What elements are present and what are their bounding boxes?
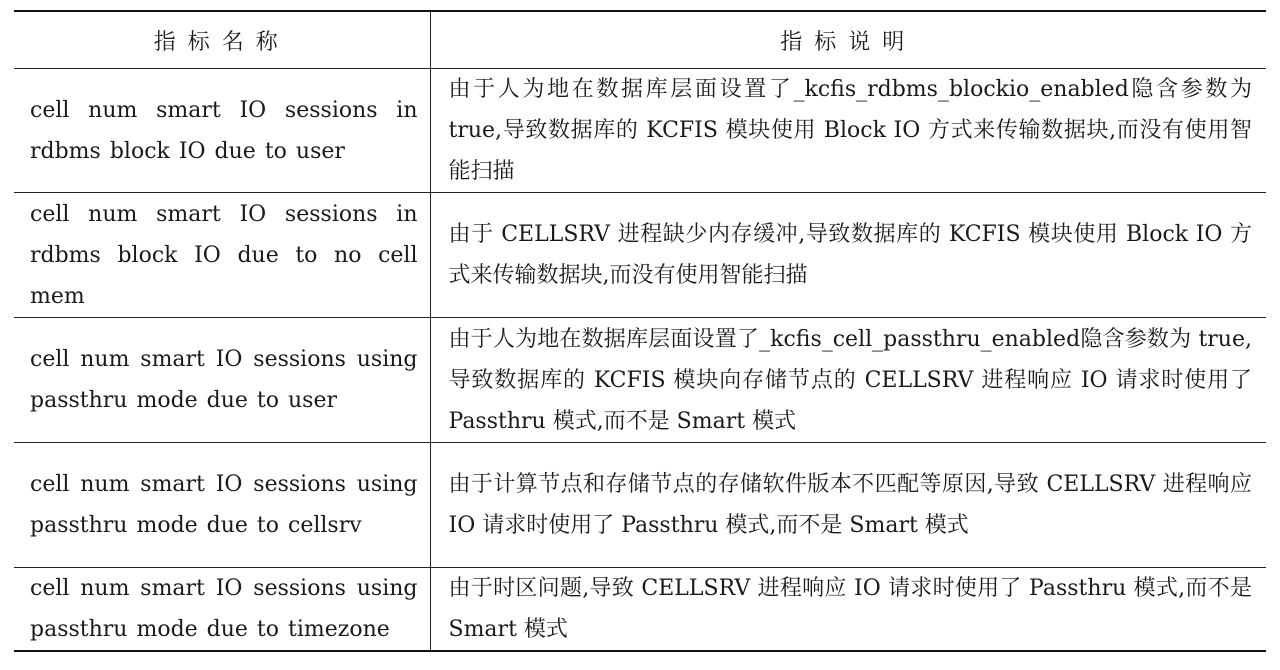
- metric-description-cell: 由于 CELLSRV 进程缺少内存缓冲,导致数据库的 KCFIS 模块使用 Block IO 方式来传输数据块,而没有使用智能扫描: [430, 193, 1266, 318]
- header-metric-name: 指标名称: [14, 11, 430, 69]
- table-row: [14, 318, 1266, 443]
- metrics-table: [14, 10, 1266, 652]
- metric-name-cell: cell num smart IO sessions using passthru mode due to cellsrv: [14, 443, 430, 568]
- metric-description-cell: 由于人为地在数据库层面设置了_kcfis_cell_passthru_enabled隐含参数为 true,导致数据库的 KCFIS 模块向存储节点的 CELLSRV 进程响应 IO 请求时使用了 Passthru 模式,而不是 Smart 模式: [430, 318, 1266, 443]
- table-row: [14, 193, 1266, 318]
- metric-name-cell: cell num smart IO sessions using passthru mode due to timezone: [14, 568, 430, 652]
- header-row: [14, 11, 1266, 69]
- metric-description-cell: 由于计算节点和存储节点的存储软件版本不匹配等原因,导致 CELLSRV 进程响应 IO 请求时使用了 Passthru 模式,而不是 Smart 模式: [430, 443, 1266, 568]
- table-row: [14, 443, 1266, 568]
- table-row: [14, 568, 1266, 652]
- table-row: [14, 69, 1266, 193]
- metric-name-cell: cell num smart IO sessions in rdbms block IO due to no cell mem: [14, 193, 430, 318]
- header-metric-description: 指标说明: [430, 11, 1266, 69]
- metric-description-cell: 由于人为地在数据库层面设置了_kcfis_rdbms_blockio_enabled隐含参数为 true,导致数据库的 KCFIS 模块使用 Block IO 方式来传输数据块,而没有使用智能扫描: [430, 69, 1266, 193]
- metric-name-cell: cell num smart IO sessions in rdbms block IO due to user: [14, 69, 430, 193]
- metric-name-cell: cell num smart IO sessions using passthru mode due to user: [14, 318, 430, 443]
- metric-description-cell: 由于时区问题,导致 CELLSRV 进程响应 IO 请求时使用了 Passthru 模式,而不是 Smart 模式: [430, 568, 1266, 652]
